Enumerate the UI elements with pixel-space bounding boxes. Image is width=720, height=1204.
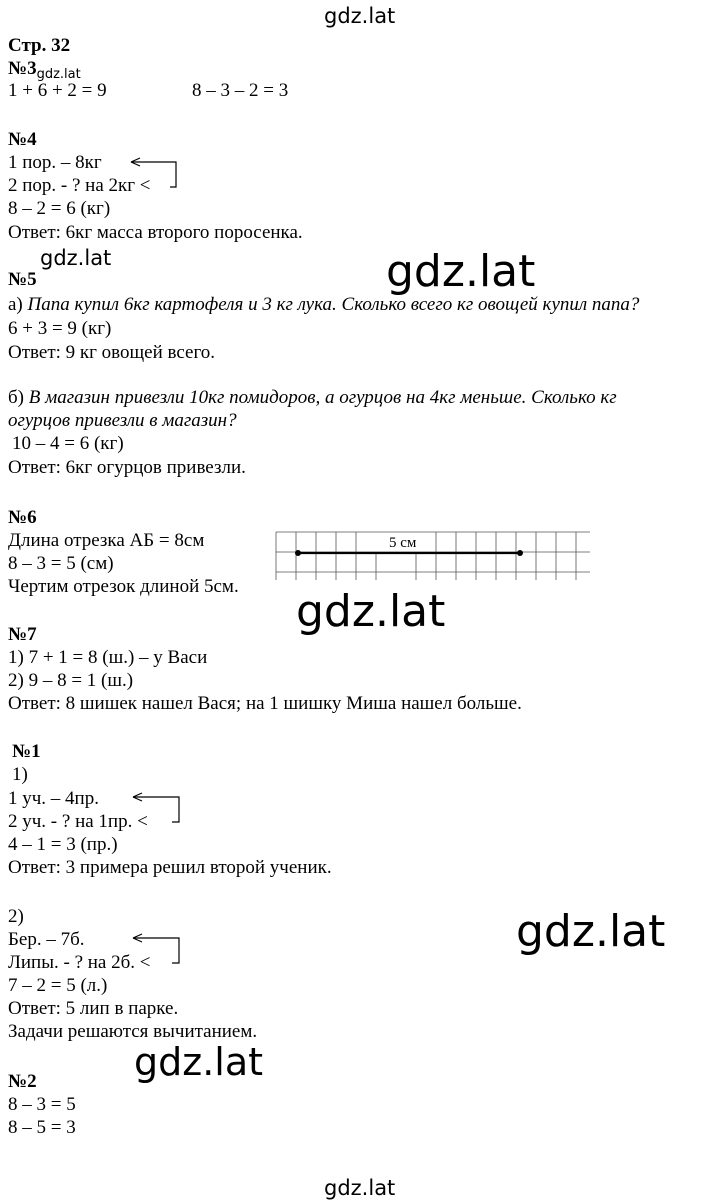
condition-line: Бер. – 7б. — [8, 929, 85, 950]
problem-number: №7 — [8, 624, 37, 645]
solution-line: 1) 7 + 1 = 8 (ш.) – у Васи — [8, 647, 208, 668]
subtask-number: 1) — [12, 764, 28, 785]
equation: 8 – 3 = 5 — [8, 1094, 76, 1115]
condition-line: 2 пор. - ? на 2кг < — [8, 175, 151, 196]
condition-line: 1 уч. – 4пр. — [8, 788, 99, 809]
equation: 8 – 3 – 2 = 3 — [192, 80, 289, 101]
subtask-number: 2) — [8, 906, 24, 927]
condition-line: Липы. - ? на 2б. < — [8, 952, 151, 973]
problem-number: №4 — [8, 129, 37, 150]
answer: Чертим отрезок длиной 5см. — [8, 576, 239, 597]
watermark-top: gdz.lat — [324, 4, 396, 28]
answer: Ответ: 3 примера решил второй ученик. — [8, 857, 332, 878]
answer: Ответ: 6кг масса второго поросенка. — [8, 222, 303, 243]
condition-line: 2 уч. - ? на 1пр. < — [8, 811, 148, 832]
watermark-large: gdz.lat — [296, 586, 446, 637]
problem-number: №1 — [12, 741, 41, 762]
watermark-inline: gdz.lat — [36, 67, 81, 82]
bracket-arrow-icon — [133, 934, 179, 963]
equation: 6 + 3 = 9 (кг) — [8, 318, 112, 339]
problem-number: №6 — [8, 507, 37, 528]
answer: Ответ: 8 шишек нашел Вася; на 1 шишку Миша нашел больше. — [8, 693, 522, 714]
grid-paper — [276, 532, 590, 580]
bracket-arrow-icon — [131, 158, 176, 187]
bracket-arrow-icon — [133, 793, 179, 822]
watermark-large: gdz.lat — [516, 906, 666, 957]
problem-number: №2 — [8, 1071, 37, 1092]
condition-line: 1 пор. – 8кг — [8, 152, 102, 173]
equation: 8 – 3 = 5 (см) — [8, 553, 114, 574]
segment-label: 5 см — [389, 535, 417, 551]
answer: Ответ: 6кг огурцов привезли. — [8, 457, 246, 478]
equation: 7 – 2 = 5 (л.) — [8, 975, 108, 996]
problem-number: $№3_{gdz.lat}$ — [8, 58, 81, 82]
watermark-large: gdz.lat — [134, 1040, 264, 1084]
equation: 1 + 6 + 2 = 9 — [8, 80, 107, 101]
equation: 8 – 5 = 3 — [8, 1117, 76, 1138]
task-text: а) Папа купил 6кг картофеля и 3 кг лука. Сколько всего кг овощей купил папа? — [8, 294, 640, 315]
solution-line: 2) 9 – 8 = 1 (ш.) — [8, 670, 134, 691]
equation: 10 – 4 = 6 (кг) — [12, 433, 124, 454]
segment-ab — [295, 550, 523, 556]
note: Задачи решаются вычитанием. — [8, 1021, 258, 1042]
condition-line: Длина отрезка АБ = 8см — [8, 530, 205, 551]
answer: Ответ: 5 лип в парке. — [8, 998, 179, 1019]
equation: 4 – 1 = 3 (пр.) — [8, 834, 118, 855]
watermark-large: gdz.lat — [386, 246, 536, 297]
watermark-bottom: gdz.lat — [324, 1176, 396, 1200]
task-text: б) В магазин привезли 10кг помидоров, а огурцов на 4кг меньше. Сколько кг — [8, 387, 617, 408]
watermark-small: gdz.lat — [40, 246, 112, 270]
equation: 8 – 2 = 6 (кг) — [8, 198, 111, 219]
page-label: Стр. 32 — [8, 35, 71, 56]
problem-number: №5 — [8, 269, 37, 290]
answer: Ответ: 9 кг овощей всего. — [8, 342, 216, 363]
task-text: огурцов привезли в магазин? — [8, 410, 237, 431]
